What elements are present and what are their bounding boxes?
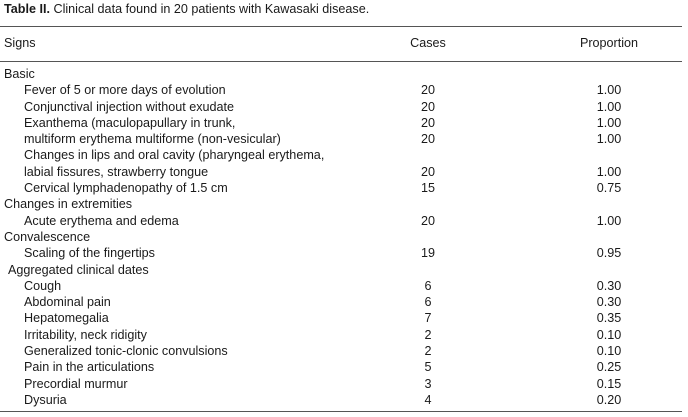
row-cases: 20 [420, 83, 435, 98]
row-proportion: 1.00 [596, 99, 622, 114]
row-cases: 20 [420, 132, 435, 147]
row-sign: Changes in lips and oral cavity (pharyngeal erythema, [24, 148, 325, 163]
bottom-rule [0, 411, 682, 412]
table-label: Table II. [4, 2, 50, 16]
row-proportion: 1.00 [596, 132, 622, 147]
row-sign: Irritability, neck ridigity [24, 327, 147, 342]
table-row [0, 82, 682, 98]
row-proportion: 0.25 [596, 360, 622, 375]
row-cases: 20 [420, 115, 435, 130]
row-sign: Cough [24, 278, 62, 293]
row-proportion: 0.15 [596, 376, 622, 391]
row-cases: 4 [424, 392, 432, 407]
table-row [0, 213, 682, 229]
table-row [0, 310, 682, 326]
row-proportion: 0.20 [596, 392, 622, 407]
table-row [0, 359, 682, 375]
row-sign: Hepatomegalia [24, 311, 109, 326]
table-title: Clinical data found in 20 patients with Kawasaki disease. [49, 2, 370, 16]
row-sign: Generalized tonic-clonic convulsions [24, 344, 228, 359]
row-cases: 20 [420, 164, 435, 179]
table-row [0, 245, 682, 261]
row-cases: 6 [424, 278, 432, 293]
table-row [0, 376, 682, 392]
table-row [0, 99, 682, 115]
section-row [0, 229, 682, 245]
row-cases: 7 [424, 311, 432, 326]
row-proportion: 1.00 [596, 115, 622, 130]
row-cases: 19 [420, 246, 435, 261]
row-proportion: 0.10 [596, 327, 622, 342]
row-sign: Aggregated clinical dates [8, 262, 149, 277]
row-proportion: 0.30 [596, 295, 622, 310]
row-cases: 3 [424, 376, 432, 391]
row-sign: Abdominal pain [24, 295, 111, 310]
row-proportion: 0.95 [596, 246, 622, 261]
row-proportion: 0.35 [596, 311, 622, 326]
section-row [0, 66, 682, 82]
top-rule [0, 26, 682, 27]
row-sign: multiform erythema multiforme (non-vesicular) [24, 132, 281, 147]
row-sign: Scaling of the fingertips [24, 246, 155, 261]
row-proportion: 1.00 [596, 164, 622, 179]
row-sign: Dysuria [24, 392, 67, 407]
table-caption [4, 2, 369, 16]
table-row [0, 115, 682, 131]
column-header-signs: Signs [4, 36, 36, 50]
row-sign: labial fissures, strawberry tongue [24, 164, 209, 179]
column-header-proportion: Proportion [579, 36, 639, 50]
row-sign: Basic [4, 67, 35, 81]
table-row [0, 131, 682, 147]
row-sign: Changes in extremities [4, 197, 133, 212]
row-sign: Convalescence [4, 229, 91, 244]
table-row [0, 164, 682, 180]
table-row [0, 147, 682, 163]
table-row [0, 343, 682, 359]
row-sign: Acute erythema and edema [24, 213, 179, 228]
column-header-cases: Cases [410, 36, 446, 50]
row-proportion: 1.00 [596, 213, 622, 228]
row-proportion: 0.30 [596, 278, 622, 293]
table-row [0, 392, 682, 408]
section-row [0, 196, 682, 212]
row-sign: Precordial murmur [24, 376, 128, 391]
row-cases: 5 [424, 360, 432, 375]
row-cases: 2 [424, 327, 432, 342]
table-row [0, 278, 682, 294]
row-sign: Fever of 5 or more days of evolution [24, 83, 226, 98]
row-cases: 20 [420, 213, 435, 228]
header-rule [0, 61, 682, 62]
row-proportion: 1.00 [596, 83, 622, 98]
row-sign: Cervical lymphadenopathy of 1.5 cm [24, 181, 228, 196]
row-cases: 15 [420, 181, 435, 196]
row-proportion: 0.75 [596, 181, 622, 196]
row-cases: 2 [424, 344, 432, 359]
table-row [0, 180, 682, 196]
row-cases: 20 [420, 99, 435, 114]
row-sign: Conjunctival injection without exudate [24, 99, 235, 114]
row-proportion: 0.10 [596, 344, 622, 359]
table-row [0, 327, 682, 343]
row-sign: Pain in the articulations [24, 360, 155, 375]
row-cases: 6 [424, 295, 432, 310]
table-row [0, 294, 682, 310]
section-row [0, 262, 682, 278]
table-body [0, 66, 682, 408]
row-sign: Exanthema (maculopapullary in trunk, [24, 115, 236, 130]
